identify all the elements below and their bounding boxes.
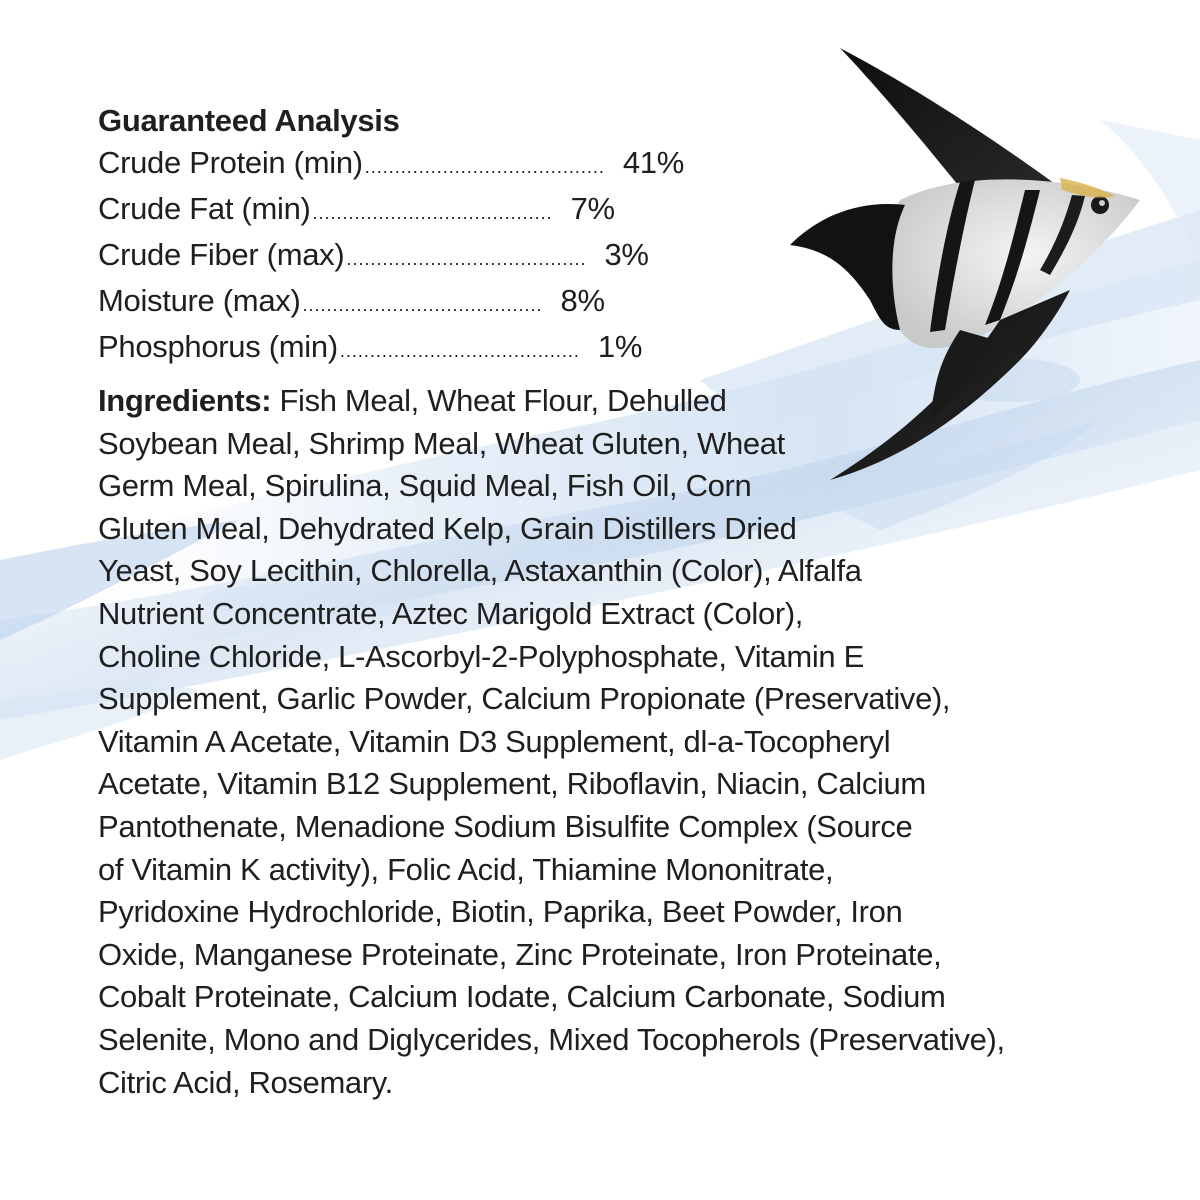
analysis-label: Crude Protein (min) <box>98 145 363 180</box>
dot-leader: ........................................ <box>302 295 543 315</box>
ingredients-line: Pantothenate, Menadione Sodium Bisulfite Complex (Source <box>98 808 913 844</box>
analysis-value: 1% <box>597 329 643 364</box>
analysis-value: 7% <box>570 191 615 226</box>
analysis-value: 3% <box>604 237 649 272</box>
ingredients-line: Acetate, Vitamin B12 Supplement, Riboflavin, Niacin, Calcium <box>98 766 926 802</box>
guaranteed-analysis-table <box>98 142 684 372</box>
ingredients-line: Pyridoxine Hydrochloride, Biotin, Paprika, Beet Powder, Iron <box>98 894 903 930</box>
analysis-row-moisture <box>98 280 605 326</box>
ingredients-line: of Vitamin K activity), Folic Acid, Thiamine Mononitrate, <box>98 851 834 887</box>
analysis-value: 41% <box>622 145 684 180</box>
analysis-row-crude-protein <box>98 142 684 188</box>
analysis-label: Moisture (max) <box>98 283 301 318</box>
ingredients-line: Yeast, Soy Lecithin, Chlorella, Astaxanthin (Color), Alfalfa <box>98 553 862 589</box>
ingredients-line: Citric Acid, Rosemary. <box>98 1064 393 1100</box>
ingredients-line <box>98 380 1088 423</box>
ingredients-line: Choline Chloride, L-Ascorbyl-2-Polyphosphate, Vitamin E <box>98 638 864 674</box>
dot-leader: ........................................ <box>312 203 553 223</box>
analysis-value: 8% <box>560 283 605 318</box>
ingredients-line: Germ Meal, Spirulina, Squid Meal, Fish Oil, Corn <box>98 468 752 504</box>
analysis-label: Crude Fat (min) <box>98 191 311 226</box>
ingredients-text: Fish Meal, Wheat Flour, Dehulled <box>271 383 727 418</box>
analysis-row-phosphorus <box>98 326 643 372</box>
ingredients-line: Selenite, Mono and Diglycerides, Mixed Tocopherols (Preservative), <box>98 1021 1005 1057</box>
analysis-row-crude-fat <box>98 188 615 234</box>
ingredients-line: Supplement, Garlic Powder, Calcium Propionate (Preservative), <box>98 681 951 717</box>
dot-leader: ........................................ <box>364 157 605 177</box>
ingredients-line: Oxide, Manganese Proteinate, Zinc Proteinate, Iron Proteinate, <box>98 936 942 972</box>
dot-leader: ........................................ <box>346 249 587 269</box>
guaranteed-analysis-title: Guaranteed Analysis <box>98 103 400 138</box>
ingredients-line: Vitamin A Acetate, Vitamin D3 Supplement, dl-a-Tocopheryl <box>98 723 891 759</box>
ingredients-line: Soybean Meal, Shrimp Meal, Wheat Gluten, Wheat <box>98 425 785 461</box>
dot-leader: ........................................ <box>339 341 580 361</box>
ingredients-paragraph <box>98 380 1088 1104</box>
ingredients-line: Gluten Meal, Dehydrated Kelp, Grain Distillers Dried <box>98 510 797 546</box>
ingredients-line: Nutrient Concentrate, Aztec Marigold Extract (Color), <box>98 595 804 631</box>
ingredients-heading: Ingredients: <box>98 383 272 418</box>
analysis-label: Phosphorus (min) <box>98 329 338 364</box>
analysis-row-crude-fiber <box>98 234 649 280</box>
analysis-label: Crude Fiber (max) <box>98 237 345 272</box>
label-content <box>98 100 1098 1104</box>
ingredients-line: Cobalt Proteinate, Calcium Iodate, Calcium Carbonate, Sodium <box>98 979 946 1015</box>
